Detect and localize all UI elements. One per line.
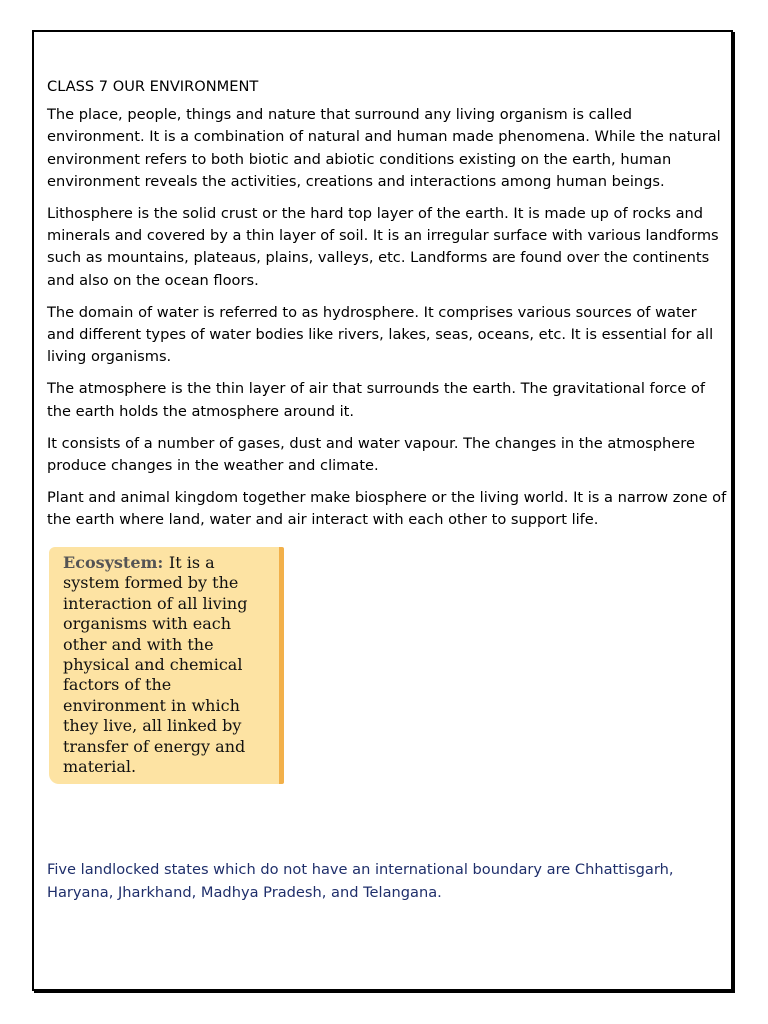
paragraph-gases: It consists of a number of gases, dust and water vapour. The changes in the atmosphere produce changes in the weather and climate. [47,434,695,475]
paragraph-biosphere: Plant and animal kingdom together make biosphere or the living world. It is a narrow zone of the earth where land, water and air interact with each other to support life. [47,489,727,529]
ecosystem-definition-box [49,547,284,784]
landlocked-states-note: Five landlocked states which do not have an international boundary are Chhattisgarh, Haryana, Jharkhand, Madhya Pradesh, and Telangana. [47,861,674,901]
ecosystem-term: Ecosystem: [63,553,169,572]
document-body [47,76,727,542]
paragraph-atmosphere: The atmosphere is the thin layer of air that surrounds the earth. The gravitational force of the earth holds the atmosphere around it. [47,380,706,420]
ecosystem-definition: It is a system formed by the interaction of all living organisms with each other and with the physical and chemical factors of the environment in which they live, all linked by transfer of energy and material. [63,553,248,777]
page-title: CLASS 7 OUR ENVIRONMENT [47,78,259,95]
paragraph-environment: The place, people, things and nature that surround any living organism is called environment. It is a combination of natural and human made phenomena. While the natural environment refers to both biotic and abiotic conditions existing on the earth, human environment reveals the activities, creations and interactions among human beings. [47,106,721,190]
paragraph-hydrosphere: The domain of water is referred to as hydrosphere. It comprises various sources of water and different types of water bodies like rivers, lakes, seas, oceans, etc. It is essential for all living organisms. [47,303,714,366]
paragraph-lithosphere: Lithosphere is the solid crust or the hard top layer of the earth. It is made up of rocks and minerals and covered by a thin layer of soil. It is an irregular surface with various landforms such as mountains, plateaus, plains, valleys, etc. Landforms are found over the continents and also on the ocean floors. [47,205,719,289]
